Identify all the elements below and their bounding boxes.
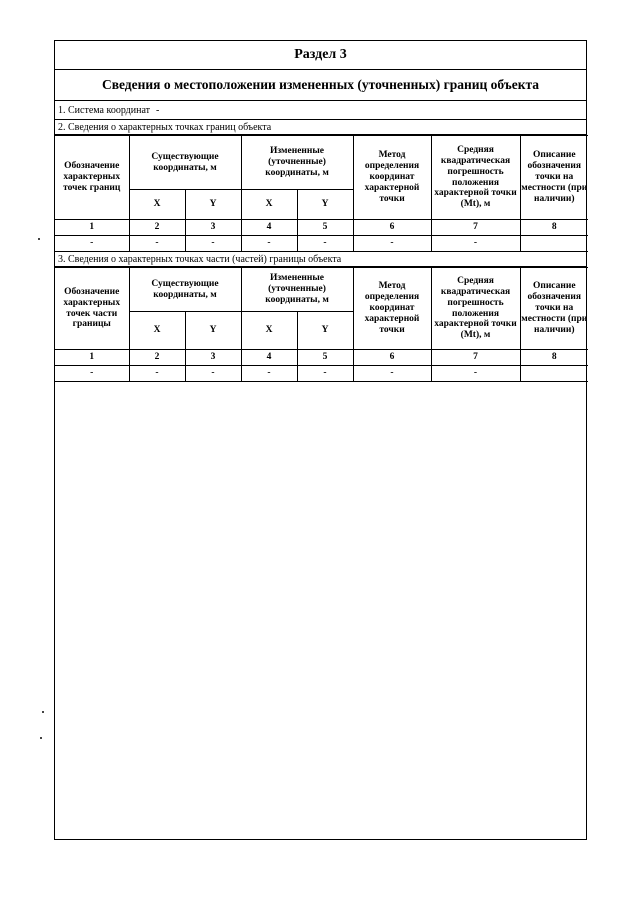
col-num-1: 1: [55, 350, 129, 366]
col-num-5: 5: [297, 220, 353, 236]
header-existing: Существующие координаты, м: [129, 136, 241, 190]
header-existing-y: Y: [185, 190, 241, 220]
col-num-7: 7: [431, 220, 520, 236]
header-error: Средняя квадратическая погрешность положения характерной точки (Mt), м: [431, 136, 520, 220]
document-frame: [54, 40, 587, 840]
cell-changed-x: -: [241, 366, 297, 382]
col-num-2: 2: [129, 220, 185, 236]
col-num-4: 4: [241, 220, 297, 236]
cell-error: -: [431, 366, 520, 382]
header-existing: Существующие координаты, м: [129, 268, 241, 312]
col-num-1: 1: [55, 220, 129, 236]
cell-method: -: [353, 366, 431, 382]
header-method: Метод определения координат характерной точки: [353, 268, 431, 350]
scan-speck: [42, 711, 44, 713]
cell-description: [520, 366, 588, 382]
header-changed: Измененные (уточненные) координаты, м: [241, 268, 353, 312]
col-num-8: 8: [520, 220, 588, 236]
scan-speck: [38, 238, 40, 240]
header-changed-y: Y: [297, 312, 353, 350]
coord-system-row: [55, 101, 586, 120]
cell-error: -: [431, 236, 520, 252]
table-part-boundary-points: [55, 267, 588, 382]
cell-changed-y: -: [297, 236, 353, 252]
cell-changed-x: -: [241, 236, 297, 252]
col-num-6: 6: [353, 350, 431, 366]
cell-changed-y: -: [297, 366, 353, 382]
table-row: [55, 236, 588, 252]
header-designation: Обозначение характерных точек части границы: [55, 268, 129, 350]
cell-designation: -: [55, 236, 129, 252]
col-num-2: 2: [129, 350, 185, 366]
header-description: Описание обозначения точки на местности (при наличии): [520, 268, 588, 350]
column-numbers-row: [55, 350, 588, 366]
coord-system-label: 1. Система координат: [58, 104, 151, 116]
cell-existing-y: -: [185, 236, 241, 252]
header-existing-x: X: [129, 312, 185, 350]
header-error: Средняя квадратическая погрешность положения характерной точки (Mt), м: [431, 268, 520, 350]
header-existing-x: X: [129, 190, 185, 220]
col-num-6: 6: [353, 220, 431, 236]
header-changed: Измененные (уточненные) координаты, м: [241, 136, 353, 190]
col-num-3: 3: [185, 350, 241, 366]
cell-method: -: [353, 236, 431, 252]
header-existing-y: Y: [185, 312, 241, 350]
section-title: Раздел 3: [55, 41, 586, 70]
col-num-7: 7: [431, 350, 520, 366]
header-designation: Обозначение характерных точек границ: [55, 136, 129, 220]
table-boundary-points: [55, 135, 588, 252]
table2-caption: 3. Сведения о характерных точках части (частей) границы объекта: [55, 252, 586, 267]
table-row: [55, 366, 588, 382]
header-method: Метод определения координат характерной точки: [353, 136, 431, 220]
col-num-8: 8: [520, 350, 588, 366]
col-num-3: 3: [185, 220, 241, 236]
header-changed-x: X: [241, 312, 297, 350]
table1-caption: 2. Сведения о характерных точках границ объекта: [55, 120, 586, 135]
column-numbers-row: [55, 220, 588, 236]
scan-speck: [40, 737, 42, 739]
coord-system-value: -: [156, 104, 160, 116]
cell-existing-y: -: [185, 366, 241, 382]
col-num-5: 5: [297, 350, 353, 366]
header-description: Описание обозначения точки на местности (при наличии): [520, 136, 588, 220]
cell-designation: -: [55, 366, 129, 382]
cell-existing-x: -: [129, 366, 185, 382]
header-changed-y: Y: [297, 190, 353, 220]
section-subtitle: Сведения о местоположении измененных (уточненных) границ объекта: [55, 70, 586, 101]
col-num-4: 4: [241, 350, 297, 366]
cell-existing-x: -: [129, 236, 185, 252]
header-changed-x: X: [241, 190, 297, 220]
cell-description: [520, 236, 588, 252]
